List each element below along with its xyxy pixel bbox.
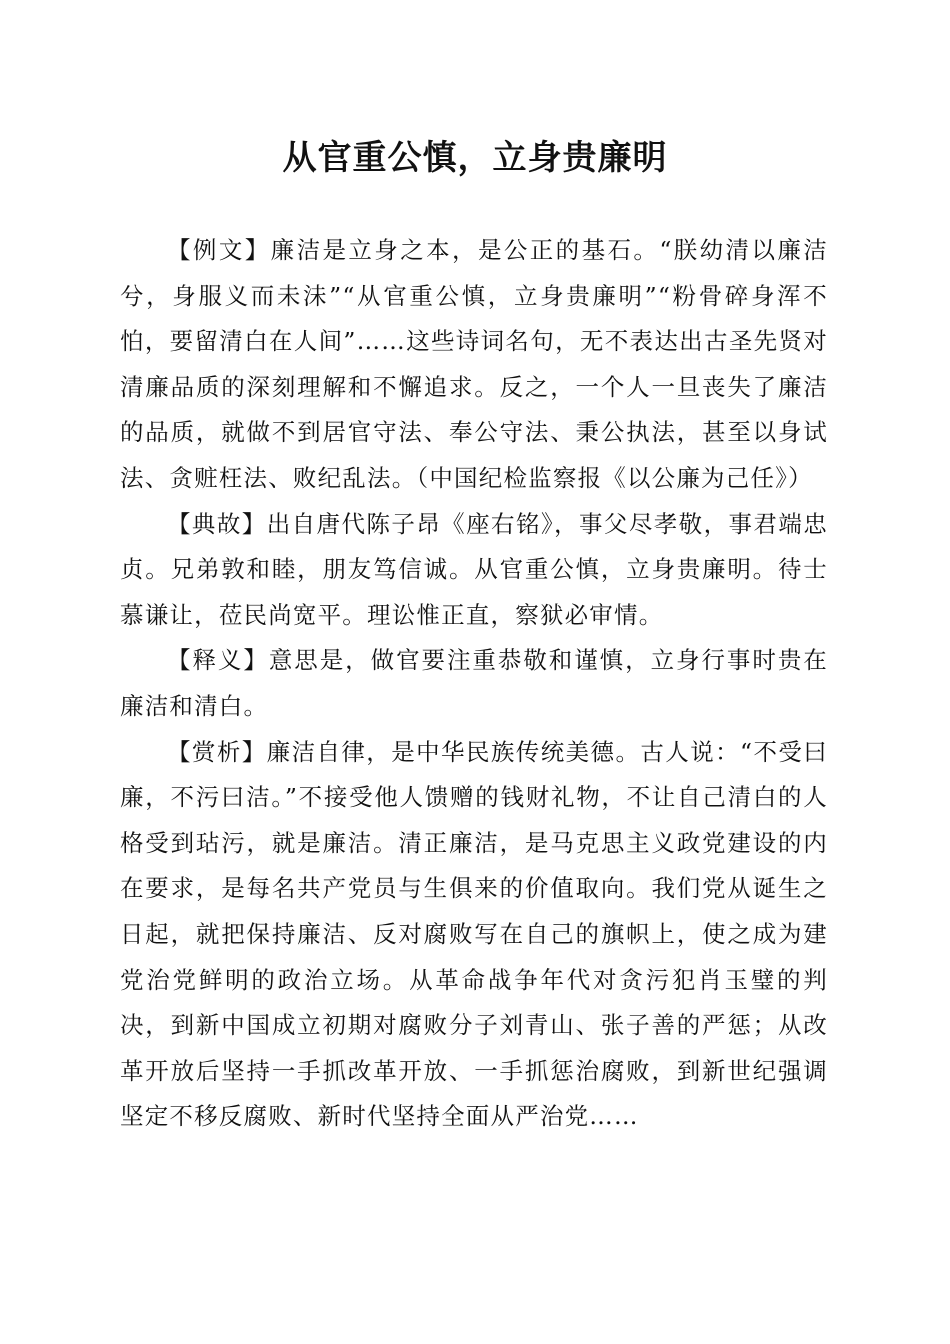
paragraph-appreciation (120, 730, 828, 1140)
section-tag: 【例文】 (167, 236, 271, 264)
page-title: 从官重公慎，立身贵廉明 (282, 138, 668, 178)
paragraph-interpretation (120, 638, 828, 729)
section-tag: 【典故】 (167, 509, 267, 538)
section-tag: 【释义】 (167, 646, 269, 675)
paragraph-text: 意思是，做官要注重恭敬和谨慎，立身行事时贵在廉洁和清白。 (120, 646, 828, 720)
paragraph-text: 廉洁自律，是中华民族传统美德。古人说：“不受曰廉，不污曰洁。”不接受他人馈赠的钱财礼物，不让自己清白的人格受到玷污，就是廉洁。清正廉洁，是马克思主义政党建设的内在要求，是每名共产党员与生俱来的价值取向。我们党从诞生之日起，就把保持廉洁、反对腐败写在自己的旗帜上，使之成为建党治党鲜明的政治立场。从革命战争年代对贪污犯肖玉璧的判决，到新中国成立初期对腐败分子刘青山、张子善的严惩；从改革开放后坚持一手抓改革开放、一手抓惩治腐败，到新世纪强调坚定不移反腐败、新时代坚持全面从严治党…… (120, 737, 828, 1131)
section-tag: 【赏析】 (167, 737, 267, 766)
document-body (120, 228, 828, 1140)
paragraph-example (120, 228, 828, 502)
paragraph-text: 廉洁是立身之本，是公正的基石。“朕幼清以廉洁兮，身服义而未沬”“从官重公慎，立身贵廉明”“粉骨碎身浑不怕，要留清白在人间”……这些诗词名句，无不表达出古圣先贤对清廉品质的深刻理解和不懈追求。反之，一个人一旦丧失了廉洁的品质，就做不到居官守法、奉公守法、秉公执法，甚至以身试法、贪赃枉法、败纪乱法。（中国纪检监察报《以公廉为己任》） (120, 236, 828, 492)
paragraph-allusion (120, 502, 828, 639)
paragraph-text: 出自唐代陈子昂《座右铭》，事父尽孝敬，事君端忠贞。兄弟敦和睦，朋友笃信诚。从官重公慎，立身贵廉明。待士慕谦让，莅民尚宽平。理讼惟正直，察狱必审情。 (120, 509, 828, 629)
